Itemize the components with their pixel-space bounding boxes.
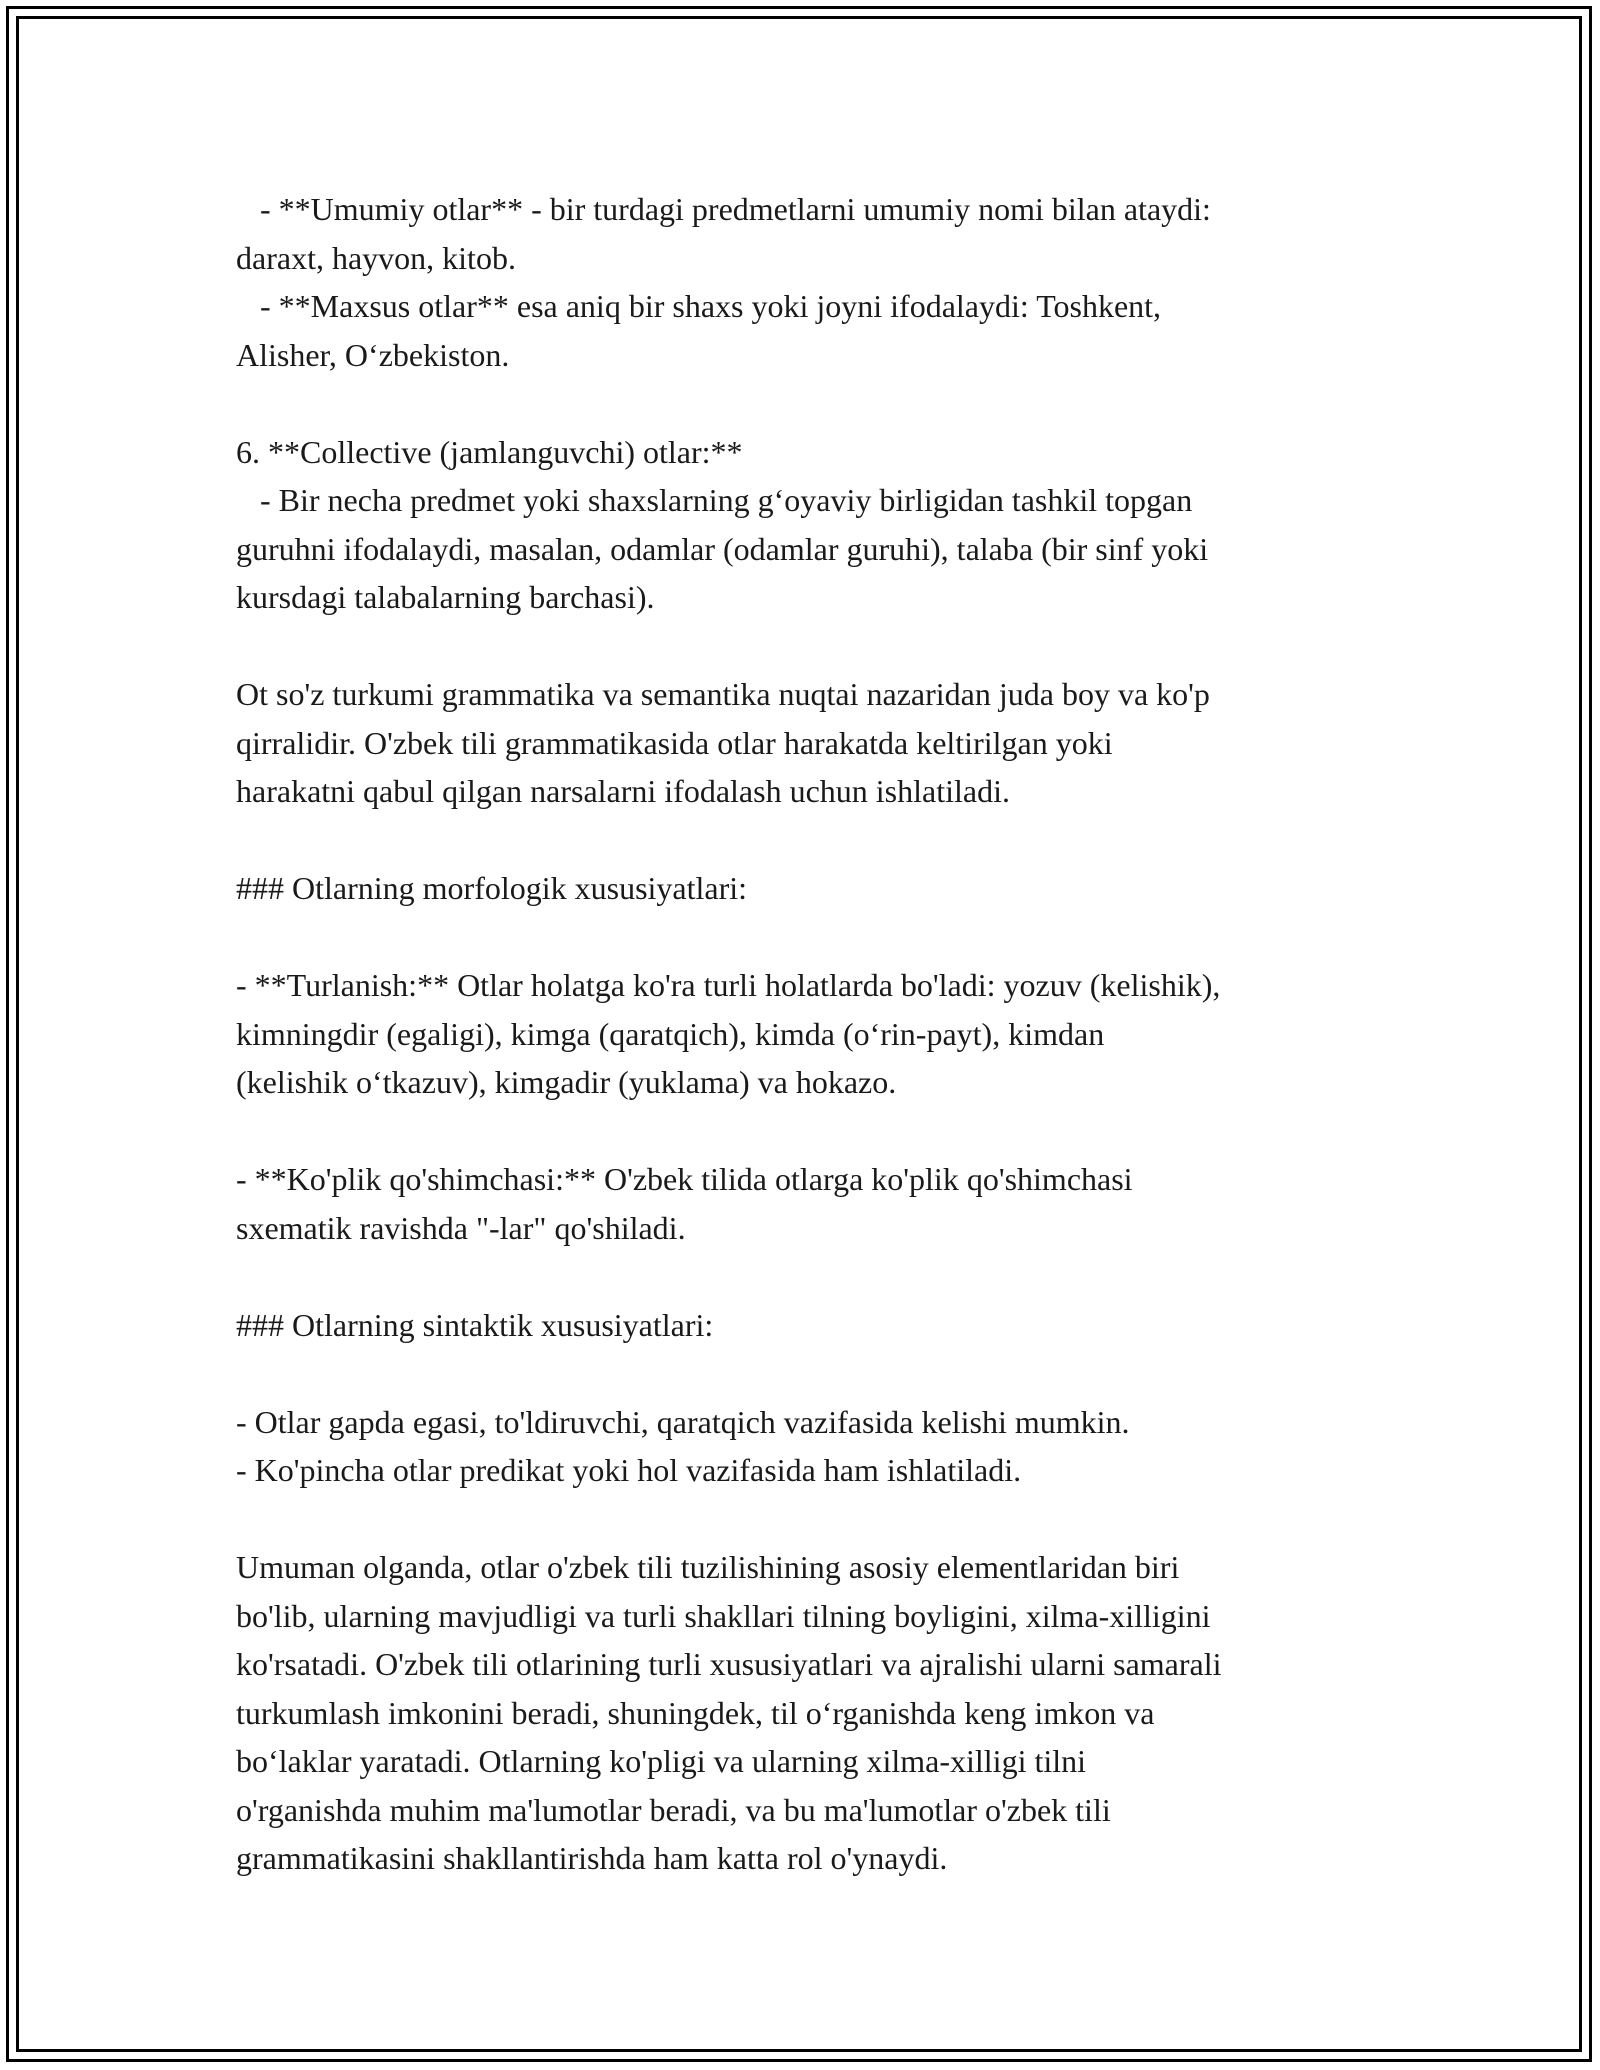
section-heading: 6. **Collective (jamlanguvchi) otlar:**: [236, 433, 743, 470]
document-body: [236, 185, 1396, 1883]
text-line: o'rganishda muhim ma'lumotlar beradi, va bu ma'lumotlar o'zbek tili: [236, 1791, 1111, 1828]
text-line: bo'lib, ularning mavjudligi va turli shakllari tilning boyligini, xilma-xilligini: [236, 1597, 1211, 1634]
section-heading: ### Otlarning sintaktik xususiyatlari:: [236, 1306, 714, 1343]
text-line: - **Turlanish:** Otlar holatga ko'ra turli holatlarda bo'ladi: yozuv (kelishik),: [236, 967, 1221, 1003]
text-line: - **Umumiy otlar** - bir turdagi predmetlarni umumiy nomi bilan ataydi:: [236, 191, 1211, 227]
text-line: qirralidir. O'zbek tili grammatikasida otlar harakatda keltirilgan yoki: [236, 724, 1113, 761]
text-line: turkumlash imkonini beradi, shuningdek, til o‘rganishda keng imkon va: [236, 1694, 1155, 1731]
text-line: Ot so'z turkumi grammatika va semantika nuqtai nazaridan juda boy va ko'p: [236, 676, 1210, 712]
text-line: kursdagi talabalarning barchasi).: [236, 579, 655, 615]
text-line: guruhni ifodalaydi, masalan, odamlar (odamlar guruhi), talaba (bir sinf yoki: [236, 530, 1209, 567]
text-line: kimningdir (egaligi), kimga (qaratqich), kimda (o‘rin-payt), kimdan: [236, 1015, 1105, 1052]
text-line: - Bir necha predmet yoki shaxslarning g‘oyaviy birligidan tashkil topgan: [236, 482, 1193, 518]
text-line: - Ko'pincha otlar predikat yoki hol vazifasida ham ishlatiladi.: [236, 1452, 1022, 1488]
text-line: bo‘laklar yaratadi. Otlarning ko'pligi va ularning xilma-xilligi tilni: [236, 1743, 1087, 1779]
text-line: ko'rsatadi. O'zbek tili otlarining turli xususiyatlari va ajralishi ularni samarali: [236, 1646, 1222, 1682]
text-line: Alisher, O‘zbekiston.: [236, 336, 510, 373]
text-line: (kelishik o‘tkazuv), kimgadir (yuklama) va hokazo.: [236, 1064, 897, 1100]
text-line: - Otlar gapda egasi, to'ldiruvchi, qaratqich vazifasida kelishi mumkin.: [236, 1403, 1130, 1440]
blank-line: [236, 816, 1396, 865]
text-line: - **Maxsus otlar** esa aniq bir shaxs yoki joyni ifodalaydi: Toshkent,: [236, 288, 1162, 324]
text-line: daraxt, hayvon, kitob.: [236, 239, 516, 276]
text-line: grammatikasini shakllantirishda ham katta rol o'ynaydi.: [236, 1840, 948, 1876]
blank-line: [236, 913, 1396, 962]
text-line: Umuman olganda, otlar o'zbek tili tuzilishining asosiy elementlaridan biri: [236, 1549, 1180, 1585]
blank-line: [236, 379, 1396, 428]
blank-line: [236, 1252, 1396, 1301]
text-line: - **Ko'plik qo'shimchasi:** O'zbek tilida otlarga ko'plik qo'shimchasi: [236, 1161, 1133, 1197]
blank-line: [236, 622, 1396, 671]
section-heading: ### Otlarning morfologik xususiyatlari:: [236, 870, 748, 906]
blank-line: [236, 1107, 1396, 1156]
blank-line: [236, 1349, 1396, 1398]
text-line: sxematik ravishda "-lar" qo'shiladi.: [236, 1209, 686, 1246]
blank-line: [236, 1495, 1396, 1544]
text-line: harakatni qabul qilgan narsalarni ifodalash uchun ishlatiladi.: [236, 773, 1010, 809]
